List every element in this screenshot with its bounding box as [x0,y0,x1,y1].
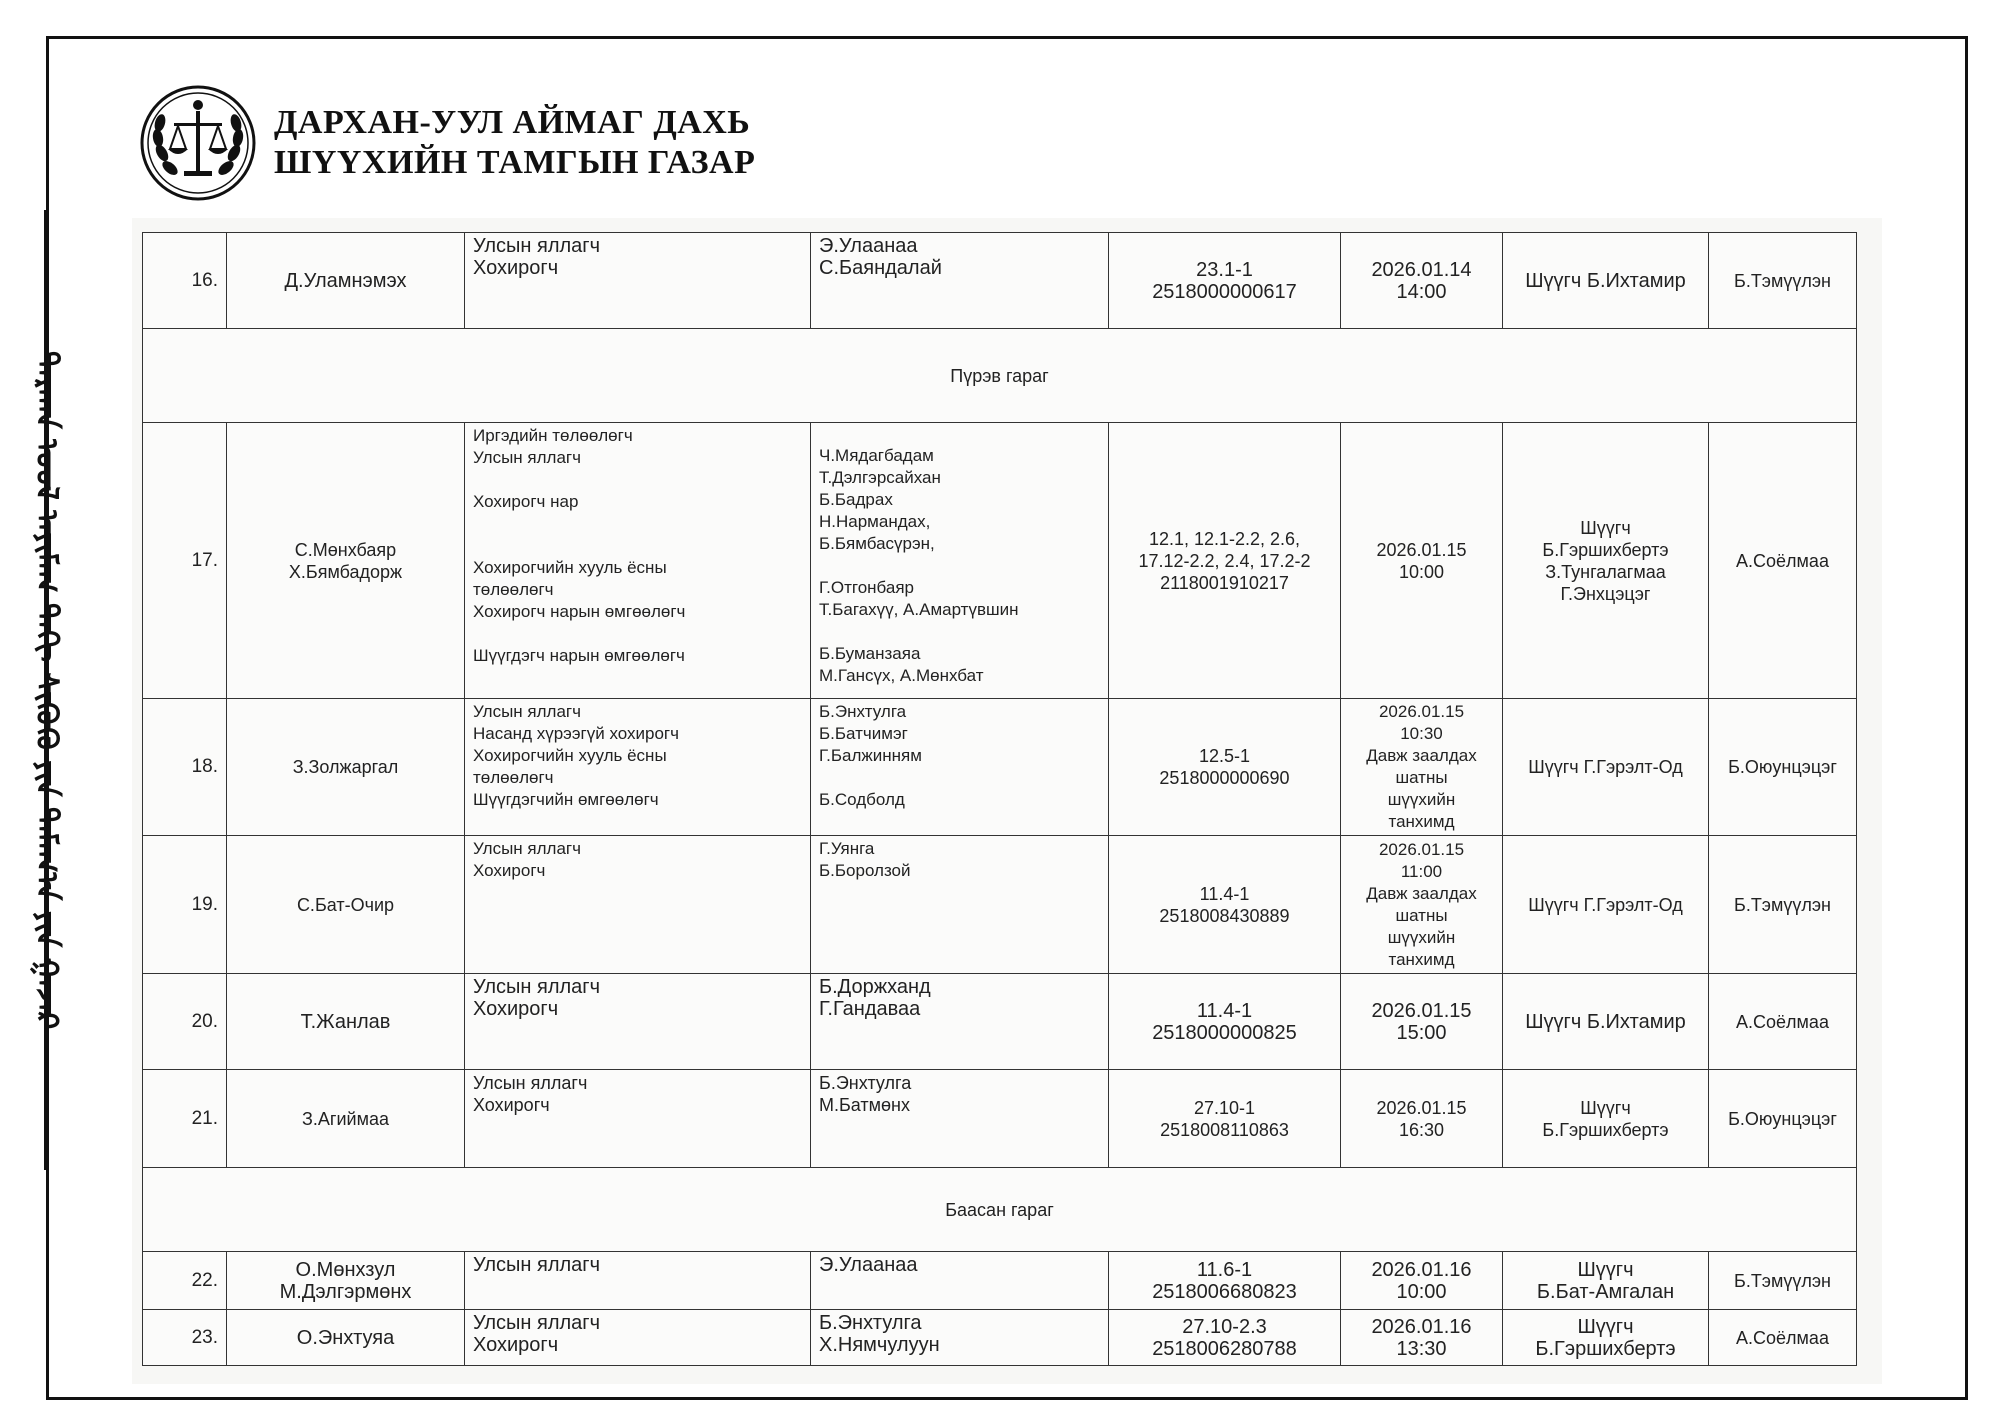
hearing-datetime: 2026.01.16 13:30 [1341,1310,1503,1366]
table-row [143,1070,1857,1168]
court-clerk: А.Соёлмаа [1709,974,1857,1070]
defendant-name: З.Агиймаа [227,1070,465,1168]
judge: Шүүгч Б.Ихтамир [1503,233,1709,329]
case-article-number: 23.1-1 2518000000617 [1109,233,1341,329]
judge: Шүүгч Б.Гэршихбертэ [1503,1310,1709,1366]
row-number: 22. [143,1252,227,1310]
participant-names: Б.Энхтулга Х.Нямчулуун [811,1310,1109,1366]
judge: Шүүгч Г.Гэрэлт-Од [1503,699,1709,836]
row-number: 23. [143,1310,227,1366]
case-article-number: 12.5-1 2518000000690 [1109,699,1341,836]
table-row [143,1252,1857,1310]
court-clerk: Б.Оюунцэцэг [1709,699,1857,836]
defendant-name: Т.Жанлав [227,974,465,1070]
organization-name [274,103,755,183]
case-article-number: 11.4-1 2518008430889 [1109,836,1341,974]
row-number: 18. [143,699,227,836]
participant-roles: Улсын яллагч Хохирогч [465,1070,811,1168]
court-clerk: А.Соёлмаа [1709,423,1857,699]
participant-roles: Иргэдийн төлөөлөгч Улсын яллагч Хохирогч нар Хохирогчийн хууль ёсны төлөөлөгч Хохирогч нарын өмгөөлөгч Шүүгдэгч нарын өмгөөлөгч [465,423,811,699]
row-number: 17. [143,423,227,699]
day-label-friday: Баасан гараг [143,1168,1857,1252]
participant-names: Б.Энхтулга М.Батмөнх [811,1070,1109,1168]
court-clerk: Б.Тэмүүлэн [1709,1252,1857,1310]
court-scales-emblem [138,83,258,203]
participant-names: Ч.Мядагбадам Т.Дэлгэрсайхан Б.Бадрах Н.Нармандах, Б.Бямбасүрэн, Г.Отгонбаяр Т.Багахүү, А.Амартүвшин Б.Буманзаяа М.Гансүх, А.Мөнхбат [811,423,1109,699]
defendant-name: З.Золжаргал [227,699,465,836]
case-article-number: 27.10-1 2518008110863 [1109,1070,1341,1168]
case-article-number: 11.6-1 2518006680823 [1109,1252,1341,1310]
defendant-name: Д.Уламнэмэх [227,233,465,329]
day-header-row [143,329,1857,423]
judge: Шүүгч Г.Гэрэлт-Од [1503,836,1709,974]
judge: Шүүгч Б.Ихтамир [1503,974,1709,1070]
case-article-number: 27.10-2.3 2518006280788 [1109,1310,1341,1366]
participant-names: Б.Энхтулга Б.Батчимэг Г.Балжинням Б.Содболд [811,699,1109,836]
defendant-name: О.Энхтуяа [227,1310,465,1366]
defendant-name: О.Мөнхзул М.Дэлгэрмөнх [227,1252,465,1310]
hearing-schedule-table [142,232,1857,1366]
table-row [143,699,1857,836]
hearing-datetime: 2026.01.15 15:00 [1341,974,1503,1070]
court-clerk: А.Соёлмаа [1709,1310,1857,1366]
day-header-row [143,1168,1857,1252]
org-line-1: ДАРХАН-УУЛ АЙМАГ ДАХЬ [274,104,751,141]
participant-roles: Улсын яллагч Хохирогч [465,836,811,974]
mongolian-script-org-name: ᠳᠠᠷᠬᠠᠨ ᠤᠤᠯ ᠠᠶᠢᠮᠠᠭ ᠳᠠᠬᠢ ᠱᠢᠭᠦᠬᠦ ᠶᠢᠨ ᠲᠠᠮᠠᠭ᠎ᠠ ᠶᠢᠨ ᠭᠠᠵᠠᠷ [29,350,64,1030]
hearing-datetime-venue: 2026.01.15 10:30 Давж заалдах шатны шүүхийн танхимд [1341,699,1503,836]
document-header [138,78,755,208]
hearing-datetime: 2026.01.14 14:00 [1341,233,1503,329]
participant-names: Б.Доржханд Г.Гандаваа [811,974,1109,1070]
table-row [143,423,1857,699]
court-clerk: Б.Оюунцэцэг [1709,1070,1857,1168]
row-number: 21. [143,1070,227,1168]
table-row [143,974,1857,1070]
hearing-datetime-venue: 2026.01.15 11:00 Давж заалдах шатны шүүхийн танхимд [1341,836,1503,974]
participant-roles: Улсын яллагч [465,1252,811,1310]
row-number: 20. [143,974,227,1070]
participant-names: Э.Улаанаа С.Баяндалай [811,233,1109,329]
case-article-number: 12.1, 12.1-2.2, 2.6, 17.12-2.2, 2.4, 17.2-2 2118001910217 [1109,423,1341,699]
case-article-number: 11.4-1 2518000000825 [1109,974,1341,1070]
hearing-datetime: 2026.01.16 10:00 [1341,1252,1503,1310]
court-clerk: Б.Тэмүүлэн [1709,233,1857,329]
participant-names: Э.Улаанаа [811,1252,1109,1310]
hearing-datetime: 2026.01.15 10:00 [1341,423,1503,699]
day-label-thursday: Пүрэв гараг [143,329,1857,423]
participant-roles: Улсын яллагч Насанд хүрээгүй хохирогч Хохирогчийн хууль ёсны төлөөлөгч Шүүгдэгчийн өмгөөлөгч [465,699,811,836]
org-line-2: ШҮҮХИЙН ТАМГЫН ГАЗАР [274,144,756,181]
judge: Шүүгч Б.Бат-Амгалан [1503,1252,1709,1310]
row-number: 19. [143,836,227,974]
defendant-name: С.Бат-Очир [227,836,465,974]
table-row [143,1310,1857,1366]
row-number: 16. [143,233,227,329]
participant-names: Г.Уянга Б.Боролзой [811,836,1109,974]
hearing-datetime: 2026.01.15 16:30 [1341,1070,1503,1168]
court-clerk: Б.Тэмүүлэн [1709,836,1857,974]
table-row [143,233,1857,329]
judge: Шүүгч Б.Гэршихбертэ [1503,1070,1709,1168]
defendant-name: С.Мөнхбаяр Х.Бямбадорж [227,423,465,699]
table-row [143,836,1857,974]
participant-roles: Улсын яллагч Хохирогч [465,1310,811,1366]
participant-roles: Улсын яллагч Хохирогч [465,233,811,329]
participant-roles: Улсын яллагч Хохирогч [465,974,811,1070]
judge-panel: Шүүгч Б.Гэршихбертэ З.Тунгалагмаа Г.Энхцэцэг [1503,423,1709,699]
